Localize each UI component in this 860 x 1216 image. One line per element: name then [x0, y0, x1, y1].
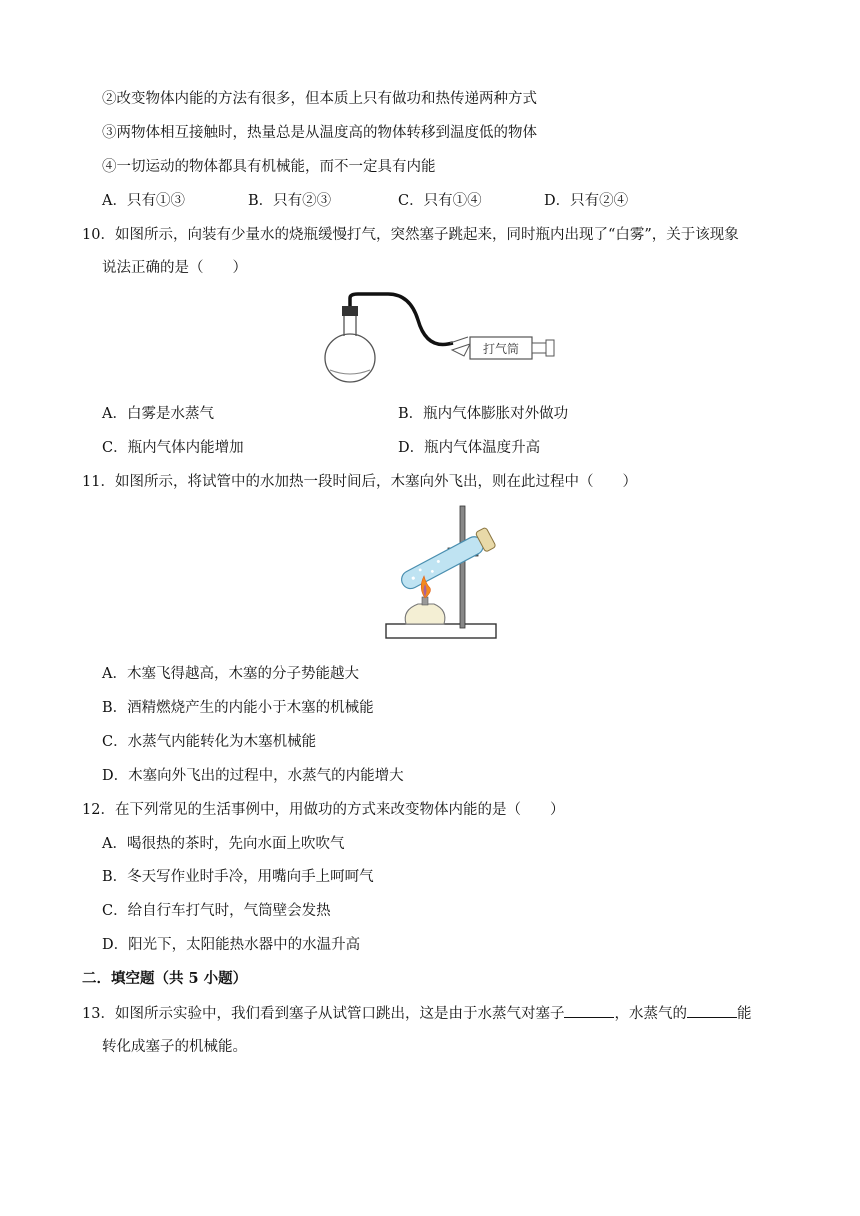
q11-stem: 11．如图所示，将试管中的水加热一段时间后，木塞向外飞出，则在此过程中（ ） [82, 474, 637, 490]
q12-option-c[interactable]: C．给自行车打气时，气筒壁会发热 [102, 903, 331, 919]
q10-option-c[interactable]: C．瓶内气体内能增加 [102, 440, 244, 456]
q12-option-b[interactable]: B．冬天写作业时手冷，用嘴向手上呵呵气 [102, 869, 374, 885]
q9-statement-3: ③两物体相互接触时，热量总是从温度高的物体转移到温度低的物体 [102, 125, 537, 141]
q9-statement-4: ④一切运动的物体都具有机械能，而不一定具有内能 [102, 159, 436, 175]
q13-text-part1: 13．如图所示实验中，我们看到塞子从试管口跳出，这是由于水蒸气对塞子 [82, 1006, 565, 1022]
q9-option-a[interactable]: A．只有①③ [102, 193, 185, 209]
q9-options [102, 191, 802, 211]
q9-option-b[interactable]: B．只有②③ [248, 193, 332, 209]
q10-stem-line1: 10．如图所示，向装有少量水的烧瓶缓慢打气，突然塞子跳起来，同时瓶内出现了“白雾”，关于该现象 [82, 227, 739, 243]
q10-stem-line2: 说法正确的是（ ） [102, 260, 247, 276]
q12-option-a[interactable]: A．喝很热的茶时，先向水面上吹吹气 [102, 836, 345, 852]
pump-label: 打气筒 [482, 342, 520, 356]
alcohol-lamp [405, 604, 445, 624]
q9-statement-2: ②改变物体内能的方法有很多，但本质上只有做功和热传递两种方式 [102, 91, 537, 107]
stand-base [386, 624, 496, 638]
q11-option-c[interactable]: C．水蒸气内能转化为木塞机械能 [102, 734, 317, 750]
section-title-fill-in: 二．填空题（共 5 小题） [82, 970, 248, 987]
q9-option-d[interactable]: D．只有②④ [544, 193, 629, 209]
q13-text-part3: 能 [736, 1006, 752, 1022]
q10-option-d[interactable]: D．瓶内气体温度升高 [398, 440, 541, 456]
flask-pump-figure [318, 290, 560, 390]
pump-handle [546, 340, 554, 356]
q11-option-b[interactable]: B．酒精燃烧产生的内能小于木塞的机械能 [102, 700, 374, 716]
q13-stem-line1 [82, 1003, 751, 1024]
flask-body [325, 334, 375, 382]
q13-blank-1[interactable] [564, 1003, 614, 1018]
q11-option-a[interactable]: A．木塞飞得越高，木塞的分子势能越大 [102, 666, 359, 682]
pump-nozzle [452, 344, 470, 356]
test-tube [398, 534, 486, 592]
q10-options-row1 [102, 404, 802, 424]
q10-option-b[interactable]: B．瓶内气体膨胀对外做功 [398, 406, 569, 422]
q12-stem: 12．在下列常见的生活事例中，用做功的方式来改变物体内能的是（ ） [82, 802, 565, 818]
flask-stopper [342, 306, 358, 316]
q12-option-d[interactable]: D．阳光下，太阳能热水器中的水温升高 [102, 937, 361, 953]
q13-text-part2: ，水蒸气的 [614, 1006, 687, 1022]
q11-option-d[interactable]: D．木塞向外飞出的过程中，水蒸气的内能增大 [102, 768, 404, 784]
rubber-tube [350, 294, 453, 345]
q10-options-row2 [102, 438, 802, 458]
stand-rod [460, 506, 465, 628]
q10-option-a[interactable]: A．白雾是水蒸气 [102, 406, 214, 422]
q13-stem-line2: 转化成塞子的机械能。 [102, 1039, 247, 1055]
q9-option-c[interactable]: C．只有①④ [398, 193, 482, 209]
test-tube-heating-figure [382, 504, 500, 646]
flask-water [330, 370, 370, 374]
q13-blank-2[interactable] [687, 1003, 737, 1018]
